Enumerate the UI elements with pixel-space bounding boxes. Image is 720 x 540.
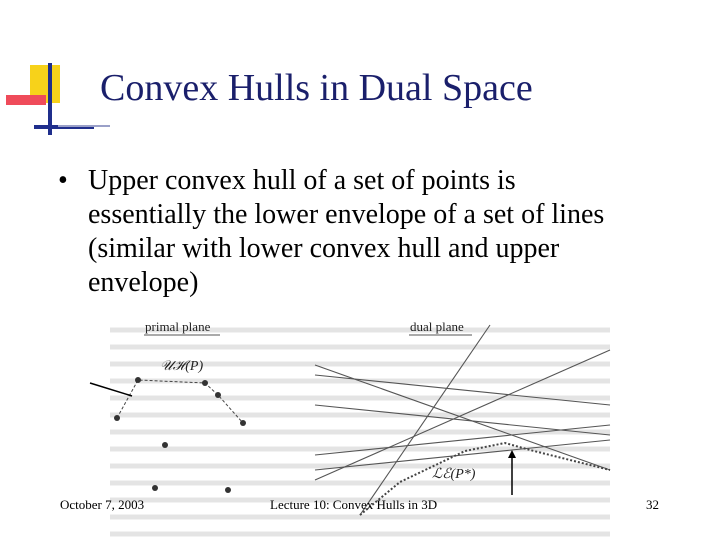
primal-point <box>162 442 168 448</box>
primal-point <box>225 487 231 493</box>
pointer-arrow-left <box>90 383 132 396</box>
bullet-text: Upper convex hull of a set of points is essentially the lower envelope of a set of lines (similar with lower convex hull and upper envelope) <box>88 165 605 298</box>
primal-point <box>240 420 246 426</box>
corner-decoration <box>0 55 110 145</box>
dual-lines <box>315 325 610 515</box>
primal-points <box>114 377 246 493</box>
primal-point <box>152 485 158 491</box>
primal-point <box>202 380 208 386</box>
bullet-symbol: • <box>58 165 68 196</box>
primal-point <box>135 377 141 383</box>
footer-lecture: Lecture 10: Convex Hulls in 3D <box>270 497 438 512</box>
dual-plane-label: dual plane <box>410 319 464 334</box>
slide-title: Convex Hulls in Dual Space <box>100 67 533 109</box>
footer-date: October 7, 2003 <box>60 497 145 512</box>
upper-hull-label: 𝒰ℋ(P) <box>160 359 204 374</box>
footer-page-number: 32 <box>646 497 659 512</box>
primal-point <box>114 415 120 421</box>
primal-plane-label: primal plane <box>145 319 211 334</box>
lower-envelope-label: ℒℰ(P*) <box>432 467 476 482</box>
primal-point <box>215 392 221 398</box>
